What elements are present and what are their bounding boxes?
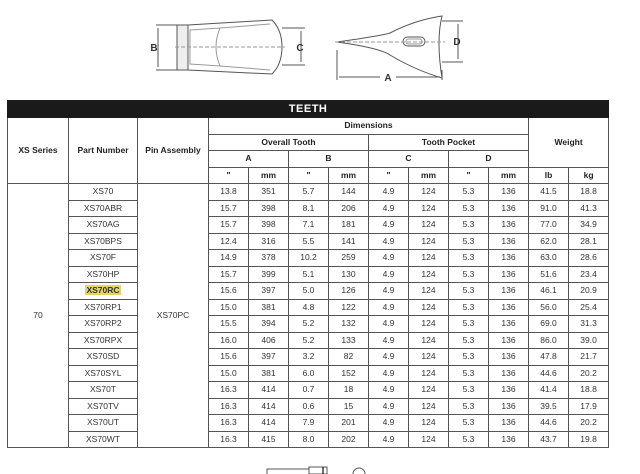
cell-c-mm: 124 [409,332,449,349]
table-row [8,200,609,217]
table-row [8,316,609,333]
cell-a-in: 14.9 [209,250,249,267]
cell-a-in: 15.0 [209,299,249,316]
cell-c-mm: 124 [409,200,449,217]
cell-b-mm: 82 [329,349,369,366]
cell-lb: 63.0 [529,250,569,267]
cell-a-in: 15.6 [209,349,249,366]
cell-d-in: 5.3 [449,250,489,267]
cell-b-mm: 132 [329,316,369,333]
cell-d-mm: 136 [489,365,529,382]
cell-lb: 56.0 [529,299,569,316]
cell-b-in: 6.0 [289,365,329,382]
cell-b-mm: 141 [329,233,369,250]
cell-b-in: 4.8 [289,299,329,316]
cell-a-in: 15.7 [209,266,249,283]
cell-a-in: 16.3 [209,431,249,448]
cell-c-mm: 124 [409,184,449,201]
cell-kg: 34.9 [569,217,609,234]
header-part-number: Part Number [69,118,138,184]
label-a: A [384,73,392,84]
cell-kg: 28.6 [569,250,609,267]
cell-d-mm: 136 [489,299,529,316]
cell-c-mm: 124 [409,266,449,283]
cell-lb: 41.4 [529,382,569,399]
cell-d-mm: 136 [489,283,529,300]
part-number-text: XS70SD [86,351,120,361]
unit-d-in: " [449,167,489,184]
unit-c-in: " [369,167,409,184]
cell-d-mm: 136 [489,349,529,366]
unit-b-mm: mm [329,167,369,184]
part-number-text: XS70T [90,384,116,394]
part-number-cell [69,266,138,283]
cell-d-mm: 136 [489,217,529,234]
cell-lb: 47.8 [529,349,569,366]
cell-b-in: 5.1 [289,266,329,283]
table-title: TEETH [8,101,609,118]
table-body [8,184,609,448]
cell-c-mm: 124 [409,365,449,382]
cell-kg: 23.4 [569,266,609,283]
part-number-text: XS70TV [87,400,119,411]
cell-a-mm: 381 [249,299,289,316]
cell-c-in: 4.9 [369,431,409,448]
cell-lb: 41.5 [529,184,569,201]
part-number-cell [69,283,138,300]
cell-c-in: 4.9 [369,316,409,333]
cell-lb: 39.5 [529,398,569,415]
cell-c-in: 4.9 [369,365,409,382]
teeth-table-container [7,100,608,448]
cell-a-mm: 398 [249,200,289,217]
cell-b-mm: 181 [329,217,369,234]
cell-c-mm: 124 [409,299,449,316]
header-pin-assembly: Pin Assembly [138,118,209,184]
table-row [8,233,609,250]
cell-lb: 91.0 [529,200,569,217]
cell-kg: 20.2 [569,415,609,432]
header-tooth-pocket: Tooth Pocket [369,134,529,151]
cell-c-mm: 124 [409,217,449,234]
header-dimensions: Dimensions [209,118,529,135]
cell-c-mm: 124 [409,250,449,267]
cell-a-mm: 414 [249,382,289,399]
cell-c-in: 4.9 [369,233,409,250]
part-number-text: XS70F [90,252,116,262]
cell-d-in: 5.3 [449,349,489,366]
part-number-text: XS70UT [86,417,120,427]
cell-c-in: 4.9 [369,299,409,316]
label-c: C [296,43,304,54]
unit-kg: kg [569,167,609,184]
part-number-cell [69,184,138,201]
cell-a-mm: 397 [249,283,289,300]
cell-b-mm: 122 [329,299,369,316]
header-xs-series: XS Series [8,118,69,184]
cell-d-in: 5.3 [449,316,489,333]
cell-a-in: 16.3 [209,415,249,432]
header-a: A [209,151,289,168]
part-number-text: XS70 [92,186,114,196]
part-number-cell [69,250,138,267]
pin-assembly-cell: XS70PC [138,184,209,448]
part-number-text: XS70WT [85,433,120,444]
part-number-text: XS70RP1 [84,301,122,312]
cell-d-mm: 136 [489,316,529,333]
cell-lb: 51.6 [529,266,569,283]
cell-a-mm: 406 [249,332,289,349]
cell-lb: 77.0 [529,217,569,234]
tooth-dimension-diagram [140,0,480,95]
table-row [8,382,609,399]
cell-d-mm: 136 [489,415,529,432]
cell-c-in: 4.9 [369,283,409,300]
cell-b-mm: 152 [329,365,369,382]
cell-b-in: 0.7 [289,382,329,399]
next-diagram-fragment [265,466,385,474]
header-weight: Weight [529,118,609,168]
part-number-text: XS70RPX [83,334,123,345]
unit-a-mm: mm [249,167,289,184]
cell-a-mm: 381 [249,365,289,382]
cell-b-mm: 126 [329,283,369,300]
part-number-cell [69,299,138,316]
cell-d-in: 5.3 [449,299,489,316]
cell-c-mm: 124 [409,316,449,333]
cell-lb: 69.0 [529,316,569,333]
cell-lb: 44.6 [529,365,569,382]
part-number-cell [69,382,138,399]
cell-d-mm: 136 [489,250,529,267]
part-number-text: XS70HP [86,268,120,279]
cell-a-in: 13.8 [209,184,249,201]
cell-a-in: 16.0 [209,332,249,349]
cell-c-mm: 124 [409,382,449,399]
table-row [8,431,609,448]
cell-b-in: 10.2 [289,250,329,267]
cell-d-mm: 136 [489,382,529,399]
cell-a-mm: 394 [249,316,289,333]
table-row [8,365,609,382]
cell-d-in: 5.3 [449,184,489,201]
cell-a-mm: 399 [249,266,289,283]
table-row [8,217,609,234]
tooth-side-view [156,20,305,74]
part-number-cell [69,332,138,349]
cell-b-in: 5.2 [289,332,329,349]
label-d: D [453,37,461,48]
cell-b-mm: 206 [329,200,369,217]
cell-b-mm: 202 [329,431,369,448]
cell-d-in: 5.3 [449,398,489,415]
tooth-top-view [335,16,463,80]
label-b: B [150,43,158,54]
cell-c-in: 4.9 [369,382,409,399]
cell-d-mm: 136 [489,332,529,349]
cell-c-in: 4.9 [369,200,409,217]
cell-b-mm: 133 [329,332,369,349]
table-row [8,349,609,366]
cell-a-mm: 398 [249,217,289,234]
cell-d-in: 5.3 [449,431,489,448]
cell-lb: 43.7 [529,431,569,448]
cell-a-in: 15.7 [209,217,249,234]
cell-a-in: 15.0 [209,365,249,382]
cell-a-mm: 378 [249,250,289,267]
part-number-cell [69,200,138,217]
cell-a-mm: 397 [249,349,289,366]
cell-c-mm: 124 [409,431,449,448]
table-row [8,398,609,415]
cell-a-mm: 351 [249,184,289,201]
teeth-table [7,100,609,448]
cell-d-in: 5.3 [449,200,489,217]
cell-kg: 41.3 [569,200,609,217]
cell-a-in: 15.6 [209,283,249,300]
part-number-cell [69,398,138,415]
cell-c-in: 4.9 [369,266,409,283]
cell-kg: 19.8 [569,431,609,448]
header-overall-tooth: Overall Tooth [209,134,369,151]
part-number-text: XS70AG [86,219,120,229]
cell-c-in: 4.9 [369,217,409,234]
cell-d-in: 5.3 [449,415,489,432]
cell-d-mm: 136 [489,184,529,201]
part-number-text: XS70ABR [83,202,123,213]
cell-d-mm: 136 [489,398,529,415]
table-row [8,299,609,316]
cell-a-in: 15.5 [209,316,249,333]
part-number-text: XS70SYL [84,367,122,378]
cell-b-in: 7.1 [289,217,329,234]
cell-kg: 25.4 [569,299,609,316]
unit-d-mm: mm [489,167,529,184]
cell-b-in: 5.7 [289,184,329,201]
cell-kg: 18.8 [569,382,609,399]
cell-kg: 31.3 [569,316,609,333]
cell-d-in: 5.3 [449,283,489,300]
cell-c-in: 4.9 [369,415,409,432]
cell-a-in: 16.3 [209,398,249,415]
cell-c-mm: 124 [409,415,449,432]
cell-b-in: 7.9 [289,415,329,432]
table-row [8,332,609,349]
cell-d-in: 5.3 [449,382,489,399]
part-number-cell [69,365,138,382]
part-number-text: XS70BPS [84,235,122,246]
unit-b-in: " [289,167,329,184]
table-row [8,250,609,267]
table-row [8,415,609,432]
cell-b-mm: 18 [329,382,369,399]
cell-a-in: 16.3 [209,382,249,399]
cell-kg: 17.9 [569,398,609,415]
cell-c-in: 4.9 [369,250,409,267]
part-number-cell [69,217,138,234]
cell-c-mm: 124 [409,283,449,300]
part-number-text: XS70RC [86,285,120,295]
cell-b-mm: 130 [329,266,369,283]
part-number-cell [69,431,138,448]
cell-kg: 20.9 [569,283,609,300]
cell-b-mm: 259 [329,250,369,267]
cell-d-mm: 136 [489,431,529,448]
header-c: C [369,151,449,168]
cell-a-mm: 415 [249,431,289,448]
unit-lb: lb [529,167,569,184]
cell-a-in: 12.4 [209,233,249,250]
cell-kg: 28.1 [569,233,609,250]
cell-d-in: 5.3 [449,233,489,250]
cell-b-mm: 201 [329,415,369,432]
cell-b-in: 0.6 [289,398,329,415]
cell-c-mm: 124 [409,398,449,415]
header-b: B [289,151,369,168]
unit-c-mm: mm [409,167,449,184]
cell-kg: 20.2 [569,365,609,382]
cell-lb: 46.1 [529,283,569,300]
cell-lb: 62.0 [529,233,569,250]
cell-c-mm: 124 [409,233,449,250]
part-number-cell [69,316,138,333]
cell-b-mm: 144 [329,184,369,201]
cell-d-mm: 136 [489,266,529,283]
cell-d-in: 5.3 [449,332,489,349]
cell-d-mm: 136 [489,233,529,250]
cell-lb: 86.0 [529,332,569,349]
cell-a-mm: 316 [249,233,289,250]
cell-kg: 39.0 [569,332,609,349]
cell-a-mm: 414 [249,415,289,432]
cell-a-mm: 414 [249,398,289,415]
cell-c-in: 4.9 [369,349,409,366]
cell-c-in: 4.9 [369,398,409,415]
cell-kg: 21.7 [569,349,609,366]
cell-d-in: 5.3 [449,365,489,382]
part-number-cell [69,415,138,432]
cell-d-mm: 136 [489,200,529,217]
cell-lb: 44.6 [529,415,569,432]
cell-c-mm: 124 [409,349,449,366]
part-number-text: XS70RP2 [84,318,122,328]
table-row [8,184,609,201]
cell-c-in: 4.9 [369,332,409,349]
cell-b-in: 5.5 [289,233,329,250]
cell-b-mm: 15 [329,398,369,415]
cell-b-in: 3.2 [289,349,329,366]
cell-b-in: 5.0 [289,283,329,300]
cell-d-in: 5.3 [449,217,489,234]
xs-series-cell: 70 [8,184,69,448]
header-d: D [449,151,529,168]
cell-c-in: 4.9 [369,184,409,201]
cell-b-in: 8.1 [289,200,329,217]
cell-b-in: 5.2 [289,316,329,333]
cell-kg: 18.8 [569,184,609,201]
part-number-cell [69,349,138,366]
unit-a-in: " [209,167,249,184]
part-number-cell [69,233,138,250]
cell-a-in: 15.7 [209,200,249,217]
cell-d-in: 5.3 [449,266,489,283]
table-row [8,266,609,283]
cell-b-in: 8.0 [289,431,329,448]
table-row [8,283,609,300]
